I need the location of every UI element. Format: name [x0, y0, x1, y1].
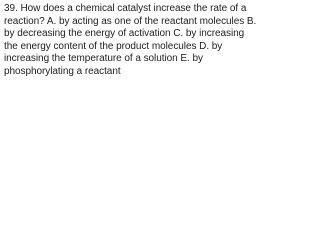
page	[0, 0, 262, 77]
question-text: 39. How does a chemical catalyst increase the rate of a reaction? A. by acting as one of the reactant molecules B. by decreasing the energy of activation C. by increasing the energy content of the product molecules D. by increasing the temperature of a solution E. by phosphorylating a reactant	[4, 3, 257, 77]
